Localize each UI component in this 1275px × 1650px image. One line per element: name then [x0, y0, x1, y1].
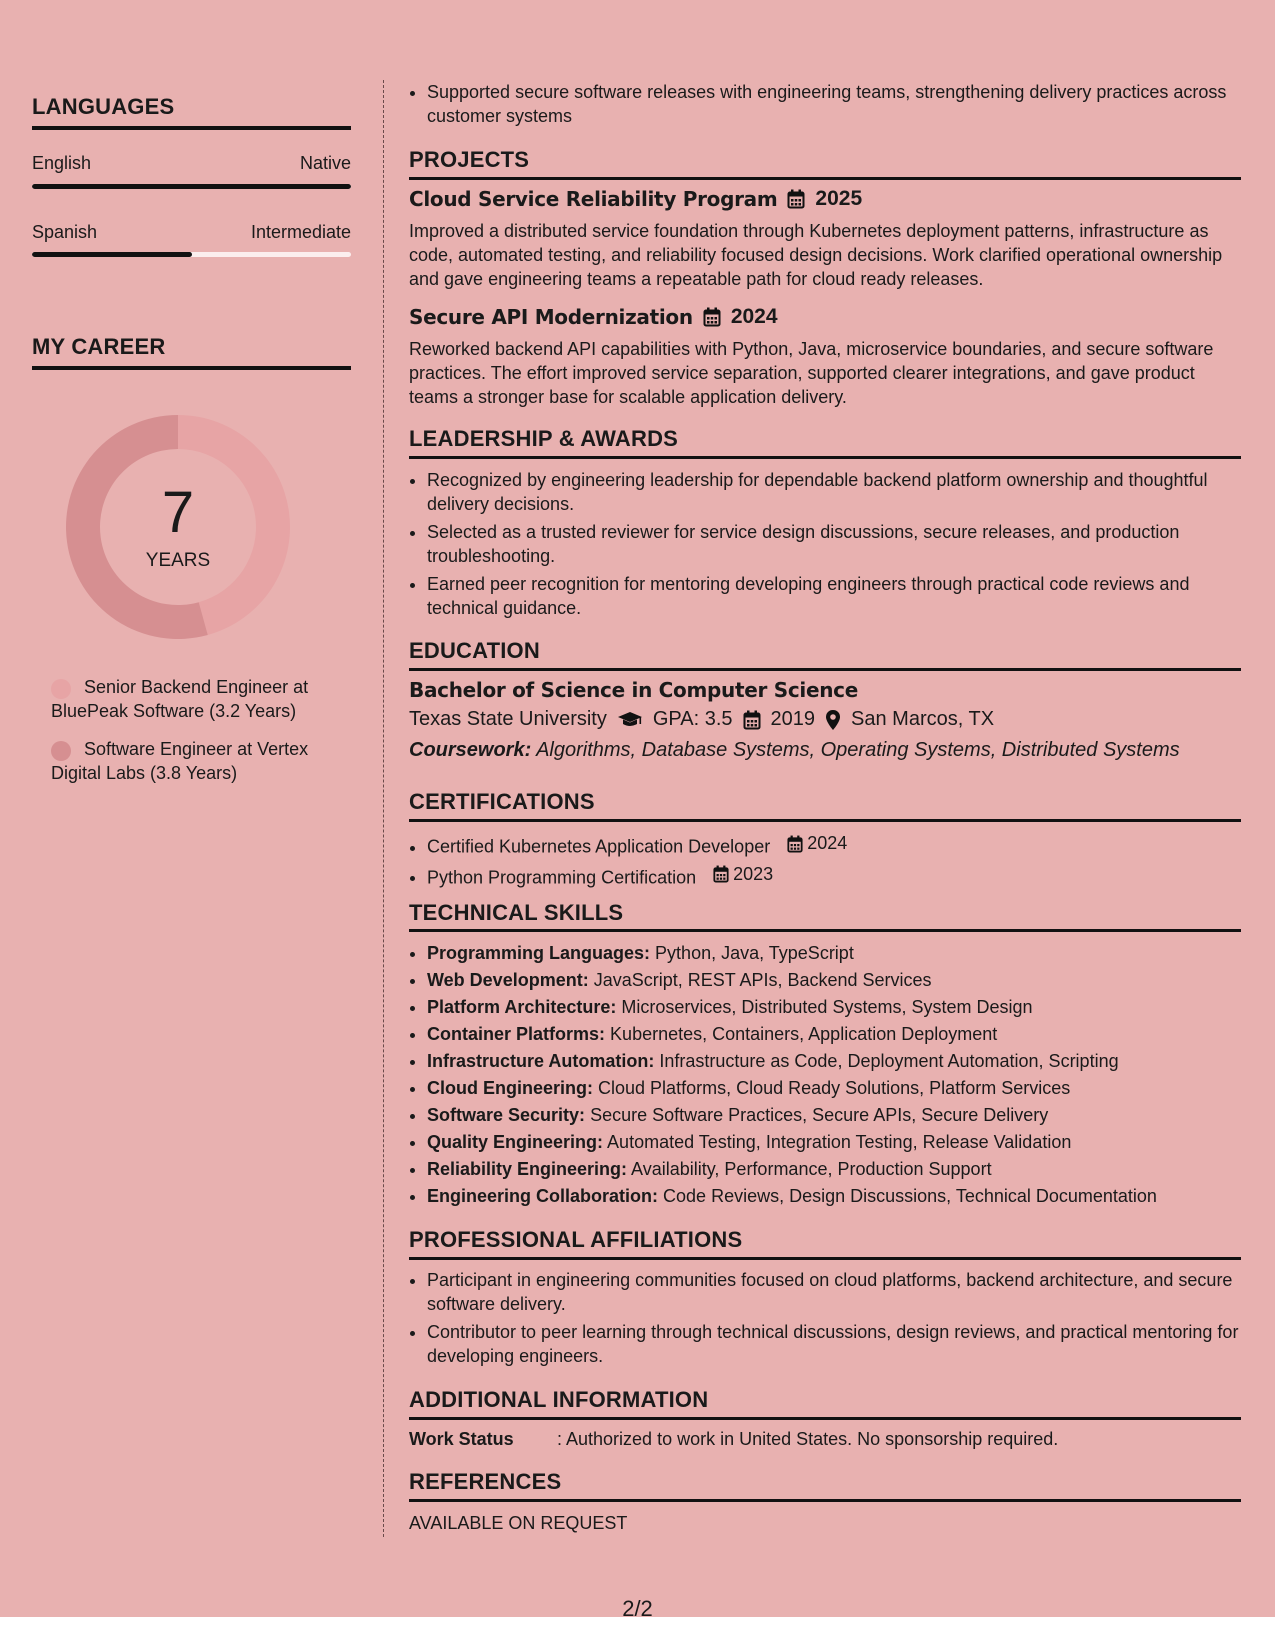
project-name: Cloud Service Reliability Program [409, 187, 778, 211]
bullet-item: • Supported secure software releases with engineering teams, strengthening delivery practices across customer systems [427, 80, 1241, 128]
education-heading-rule [409, 668, 1241, 671]
coursework-label: Coursework: [409, 739, 532, 761]
certification-item [427, 830, 1241, 861]
career-total-label: YEARS [145, 550, 211, 571]
project-name: Secure API Modernization [409, 305, 693, 329]
skill-label: Platform Architecture: [427, 997, 617, 1017]
languages-heading-rule [32, 126, 351, 130]
work-status-value: : Authorized to work in United States. No sponsorship required. [557, 1429, 1059, 1449]
skill-label: Web Development: [427, 970, 589, 990]
career-legend-item: Software Engineer at Vertex Digital Labs (3.8 Years) [51, 739, 309, 783]
bullet-item: • Recognized by engineering leadership for dependable backend platform ownership and thoughtful delivery decisions. [427, 468, 1241, 516]
projects-heading: PROJECTS [409, 147, 530, 172]
affiliations-heading-rule [409, 1257, 1241, 1260]
language-bar-spanish [32, 252, 351, 257]
language-bar-fill [32, 184, 351, 189]
references-text: AVAILABLE ON REQUEST [409, 1513, 628, 1533]
skill-value: JavaScript, REST APIs, Backend Services [593, 970, 932, 990]
language-level: Intermediate [250, 222, 351, 242]
coursework-list: Algorithms, Database Systems, Operating Systems, Distributed Systems [536, 739, 1180, 761]
skill-item [427, 994, 1241, 1021]
education-school: Texas State University [409, 708, 607, 730]
skill-label: Container Platforms: [427, 1024, 606, 1044]
bullet-item: • Earned peer recognition for mentoring developing engineers through practical code reviews and technical guidance. [427, 572, 1241, 620]
project-title [409, 305, 778, 329]
skills-heading-rule [409, 929, 1241, 932]
certification-year: 2024 [807, 833, 848, 853]
education-year: 2019 [770, 708, 816, 730]
bullet-item: • Contributor to peer learning through technical discussions, design reviews, and practical mentoring for developing engineers. [427, 1320, 1241, 1368]
project-year: 2024 [730, 305, 778, 328]
calendar-icon [703, 307, 721, 327]
skill-item [427, 967, 1241, 994]
page-number: 2/2 [622, 1596, 653, 1621]
bullet-item: • Participant in engineering communities focused on cloud platforms, backend architecture, and secure software delivery. [427, 1268, 1241, 1316]
language-bar-fill [32, 252, 192, 257]
skill-item [427, 1183, 1241, 1210]
language-level: Native [299, 153, 351, 173]
skill-item [427, 1156, 1241, 1183]
certification-year: 2023 [733, 863, 774, 884]
project-description: Reworked backend API capabilities with Python, Java, microservice boundaries, and secure software practices. The effort improved service separation, supported clearer integrations, and gave product teams a stronger base for scalable application delivery. [409, 339, 1214, 407]
skill-value: Kubernetes, Containers, Application Deployment [610, 1024, 998, 1044]
skill-value: Cloud Platforms, Cloud Ready Solutions, Platform Services [598, 1078, 1071, 1098]
skill-label: Quality Engineering: [427, 1132, 604, 1152]
language-name: English [32, 153, 92, 173]
projects-heading-rule [409, 177, 1241, 180]
education-coursework [409, 739, 1180, 762]
education-location: San Marcos, TX [851, 708, 995, 730]
calendar-icon [713, 865, 729, 883]
skill-item [427, 1075, 1241, 1102]
calendar-icon [743, 710, 761, 730]
skill-item [427, 1102, 1241, 1129]
affiliations-bullets [409, 1268, 1241, 1368]
skill-value: Availability, Performance, Production Support [631, 1159, 992, 1179]
skill-label: Programming Languages: [427, 943, 651, 963]
certification-item [427, 861, 1241, 892]
references-heading-rule [409, 1499, 1241, 1502]
education-heading: EDUCATION [409, 638, 540, 663]
bullet-item: • Selected as a trusted reviewer for service design discussions, secure releases, and production troubleshooting. [427, 520, 1241, 568]
skill-value: Code Reviews, Design Discussions, Technical Documentation [663, 1186, 1157, 1206]
column-divider [383, 80, 384, 1537]
languages-heading: LANGUAGES [32, 94, 175, 119]
education-degree: Bachelor of Science in Computer Science [409, 678, 858, 702]
skill-item [427, 1048, 1241, 1075]
skill-label: Reliability Engineering: [427, 1159, 628, 1179]
skills-heading: TECHNICAL SKILLS [409, 900, 624, 925]
language-bar-english [32, 184, 351, 189]
skill-label: Software Security: [427, 1105, 586, 1125]
project-title [409, 187, 862, 211]
project-year: 2025 [815, 187, 863, 210]
additional-info-heading: ADDITIONAL INFORMATION [409, 1387, 709, 1412]
skill-label: Engineering Collaboration: [427, 1186, 659, 1206]
certifications-heading: CERTIFICATIONS [409, 789, 595, 814]
certification-name: Python Programming Certification [427, 867, 697, 887]
certifications-heading-rule [409, 819, 1241, 822]
work-status-label: Work Status [409, 1429, 514, 1449]
leadership-heading: LEADERSHIP & AWARDS [409, 426, 679, 451]
skill-item [427, 940, 1241, 967]
leadership-bullets [409, 468, 1241, 620]
skill-value: Automated Testing, Integration Testing, Release Validation [607, 1132, 1072, 1152]
project-description: Improved a distributed service foundation through Kubernetes deployment patterns, infrastructure as code, automated testing, and reliability focused design decisions. Work clarified operational ownership and gave engineering teams a repeatable path for cloud ready releases. [409, 221, 1223, 289]
career-legend-item: Senior Backend Engineer at BluePeak Software (3.2 Years) [51, 677, 309, 721]
career-heading: MY CAREER [32, 334, 166, 359]
skill-value: Secure Software Practices, Secure APIs, Secure Delivery [590, 1105, 1049, 1125]
education-gpa: GPA: 3.5 [652, 708, 733, 730]
career-total-years: 7 [161, 480, 195, 545]
skills-list [409, 940, 1241, 1210]
skill-item [427, 1129, 1241, 1156]
calendar-icon [787, 835, 803, 853]
calendar-icon [787, 189, 805, 209]
skill-label: Cloud Engineering: [427, 1078, 593, 1098]
certification-name: Certified Kubernetes Application Developer [427, 836, 771, 857]
career-heading-rule [32, 366, 351, 370]
experience-bullets [409, 80, 1241, 128]
skill-value: Python, Java, TypeScript [655, 943, 854, 963]
language-name: Spanish [32, 222, 98, 242]
skill-label: Infrastructure Automation: [427, 1051, 655, 1071]
skill-value: Microservices, Distributed Systems, System Design [621, 997, 1033, 1017]
references-heading: REFERENCES [409, 1469, 562, 1494]
graduation-cap-icon [617, 711, 643, 729]
skill-item [427, 1021, 1241, 1048]
education-details [409, 708, 994, 731]
map-pin-icon [825, 709, 841, 731]
skill-value: Infrastructure as Code, Deployment Automation, Scripting [659, 1051, 1119, 1071]
certifications-list [409, 830, 1241, 891]
additional-info-heading-rule [409, 1417, 1241, 1420]
affiliations-heading: PROFESSIONAL AFFILIATIONS [409, 1227, 743, 1252]
leadership-heading-rule [409, 456, 1241, 459]
